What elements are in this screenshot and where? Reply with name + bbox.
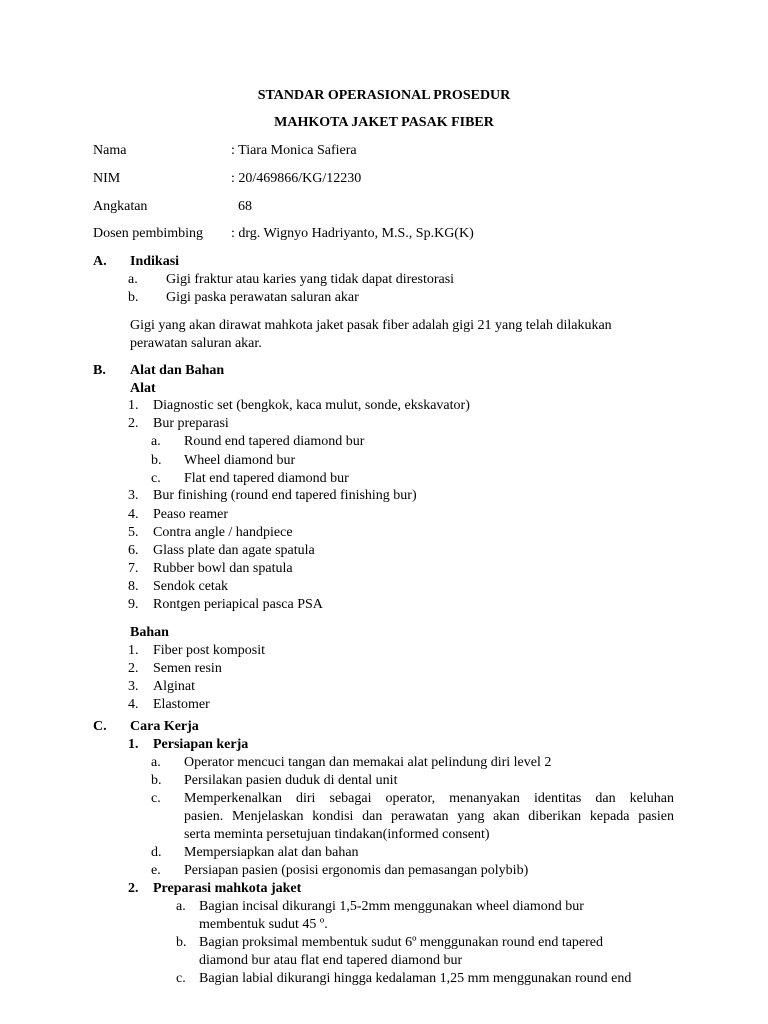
sub-item: Wheel diamond bur (184, 453, 296, 468)
step-title: Preparasi mahkota jaket (153, 881, 302, 896)
page-subtitle: MAHKOTA JAKET PASAK FIBER (274, 115, 494, 130)
sub-marker: c. (151, 791, 161, 806)
list-marker: 4. (128, 507, 139, 522)
section-c-letter: C. (93, 719, 107, 734)
sub-item: Bagian proksimal membentuk sudut 6º menggunakan round end tapered (199, 935, 604, 950)
section-a-title: Indikasi (130, 254, 180, 269)
list-marker: 7. (128, 561, 139, 576)
list-marker: b. (128, 290, 139, 305)
list-item: Glass plate dan agate spatula (153, 543, 315, 558)
page-title: STANDAR OPERASIONAL PROSEDUR (257, 88, 511, 103)
sub-item: membentuk sudut 45 º. (199, 917, 328, 932)
sub-marker: c. (151, 471, 161, 486)
dosen-value: : drg. Wignyo Hadriyanto, M.S., Sp.KG(K) (231, 226, 474, 241)
sub-item: Flat end tapered diamond bur (184, 471, 349, 486)
paragraph-line: Gigi yang akan dirawat mahkota jaket pasak fiber adalah gigi 21 yang telah dilakukan (130, 318, 612, 333)
list-marker: a. (128, 272, 138, 287)
list-marker: 1. (128, 398, 139, 413)
sub-marker: b. (151, 453, 162, 468)
list-item: Rontgen periapical pasca PSA (153, 597, 323, 612)
list-item: Sendok cetak (153, 579, 229, 594)
list-marker: 3. (128, 488, 139, 503)
section-a-letter: A. (93, 254, 107, 269)
section-c-title: Cara Kerja (130, 719, 199, 734)
list-marker: 4. (128, 697, 139, 712)
list-item: Gigi fraktur atau karies yang tidak dapat direstorasi (166, 272, 455, 287)
sub-marker: c. (176, 971, 186, 986)
nim-value: : 20/469866/KG/12230 (231, 171, 362, 186)
list-item: Bur preparasi (153, 416, 229, 431)
list-marker: 2. (128, 416, 139, 431)
list-item: Peaso reamer (153, 507, 229, 522)
nim-label: NIM (93, 171, 121, 186)
sub-marker: b. (151, 773, 162, 788)
list-marker: 3. (128, 679, 139, 694)
step-marker: 2. (128, 881, 139, 896)
sub-marker: a. (176, 899, 186, 914)
list-marker: 2. (128, 661, 139, 676)
sub-marker: a. (151, 434, 161, 449)
sub-item: Bagian incisal dikurangi 1,5-2mm menggunakan wheel diamond bur (199, 899, 584, 914)
list-marker: 8. (128, 579, 139, 594)
sub-item: Memperkenalkan diri sebagai operator, menanyakan identitas dan keluhan (184, 791, 674, 806)
sub-marker: a. (151, 755, 161, 770)
sub-item: Persiapan pasien (posisi ergonomis dan pemasangan polybib) (184, 863, 529, 878)
list-item: Contra angle / handpiece (153, 525, 293, 540)
sub-marker: d. (151, 845, 162, 860)
sub-item: serta meminta persetujuan tindakan(informed consent) (184, 827, 490, 842)
list-marker: 1. (128, 643, 139, 658)
list-item: Alginat (153, 679, 195, 694)
list-marker: 9. (128, 597, 139, 612)
list-marker: 6. (128, 543, 139, 558)
nama-label: Nama (93, 143, 127, 158)
sub-item: Round end tapered diamond bur (184, 434, 365, 449)
sub-item: diamond bur atau flat end tapered diamond bur (199, 953, 463, 968)
angkatan-value: 68 (238, 199, 252, 214)
list-item: Rubber bowl dan spatula (153, 561, 293, 576)
sub-item: Persilakan pasien duduk di dental unit (184, 773, 398, 788)
list-item: Diagnostic set (bengkok, kaca mulut, sonde, ekskavator) (153, 398, 470, 413)
list-item: Bur finishing (round end tapered finishing bur) (153, 488, 417, 503)
list-item: Semen resin (153, 661, 222, 676)
nama-value: : Tiara Monica Safiera (231, 143, 357, 158)
sub-item: Bagian labial dikurangi hingga kedalaman 1,25 mm menggunakan round end (199, 971, 632, 986)
alat-heading: Alat (130, 381, 156, 396)
section-b-letter: B. (93, 363, 106, 378)
step-marker: 1. (128, 737, 139, 752)
step-title: Persiapan kerja (153, 737, 249, 752)
sub-item: Operator mencuci tangan dan memakai alat pelindung diri level 2 (184, 755, 552, 770)
dosen-label: Dosen pembimbing (93, 226, 204, 241)
angkatan-label: Angkatan (93, 199, 148, 214)
list-item: Fiber post komposit (153, 643, 266, 658)
list-item: Gigi paska perawatan saluran akar (166, 290, 359, 305)
section-b-title: Alat dan Bahan (130, 363, 225, 378)
sub-marker: e. (151, 863, 161, 878)
paragraph-line: perawatan saluran akar. (130, 336, 262, 351)
sub-marker: b. (176, 935, 187, 950)
sub-item: pasien. Menjelaskan kondisi dan perawatan yang akan diberikan kepada pasien (184, 809, 674, 824)
sub-item: Mempersiapkan alat dan bahan (184, 845, 359, 860)
bahan-heading: Bahan (130, 625, 169, 640)
list-marker: 5. (128, 525, 139, 540)
list-item: Elastomer (153, 697, 210, 712)
